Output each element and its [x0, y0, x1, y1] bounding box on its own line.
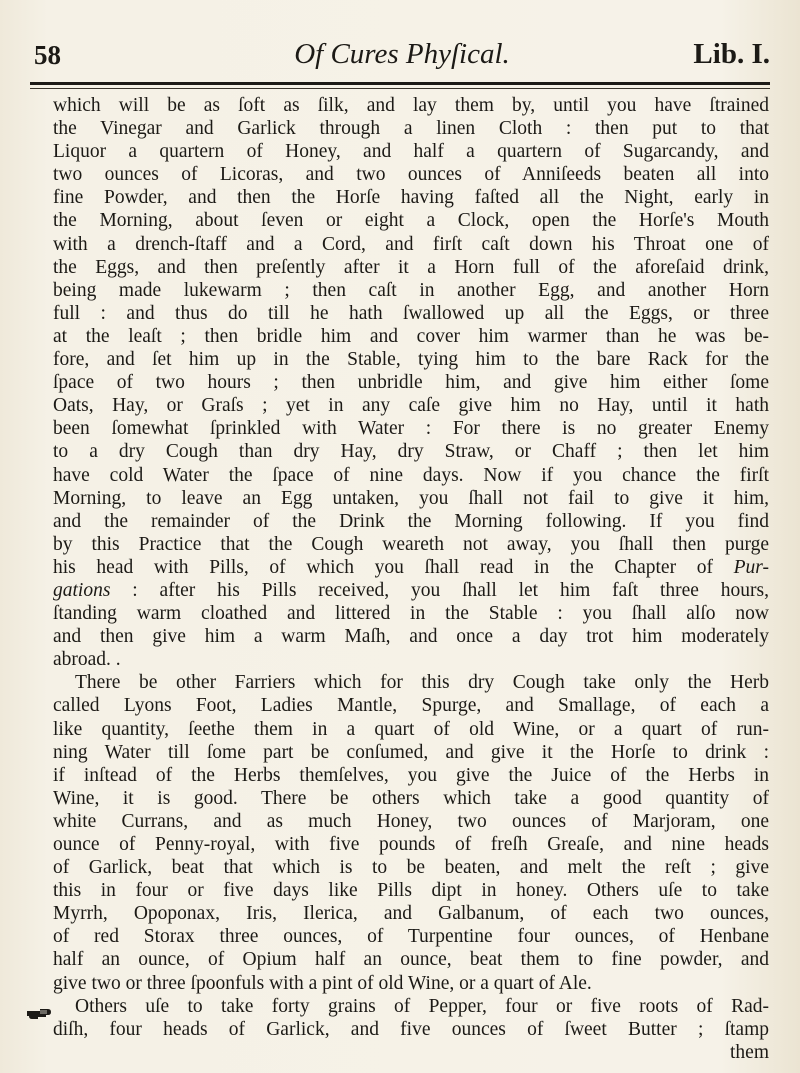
paragraph-end-line: give two or three ſpoonfuls with a pint of old Wine, or a quart of Ale.	[53, 972, 592, 994]
text-line: which will be as ſoft as ſilk, and lay them by, until you have ſtrained	[53, 95, 769, 116]
text-line: ning Water till ſome part be conſumed, and give it the Horſe to drink :	[53, 741, 769, 763]
text-line-segment: his head with Pills, of which you ſhall read in the Chapter of	[53, 556, 713, 578]
text-line: of Garlick, beat that which is to be beaten, and melt the reſt ; give	[53, 857, 769, 879]
running-title: Of Cures Phyſical.	[294, 38, 510, 70]
text-line: the Vinegar and Garlick through a linen Cloth : then put to that	[53, 118, 769, 140]
paragraph-end-line: abroad. .	[53, 649, 121, 671]
text-line: ſpace of two hours ; then unbridle him, and give him either ſome	[53, 372, 769, 394]
text-line: fine Powder, and then the Horſe having faſted all the Night, early in	[53, 187, 769, 209]
paragraph-start-line: There be other Farriers which for this dry Cough take only the Herb	[75, 672, 769, 694]
text-line: the Eggs, and then preſently after it a Horn full of the aforeſaid drink,	[53, 256, 769, 278]
text-line: the Morning, about ſeven or eight a Clock, open the Horſe's Mouth	[53, 210, 769, 232]
page-header	[34, 36, 770, 80]
italic-term-start: Pur-	[733, 556, 769, 578]
text-line: two ounces of Licoras, and two ounces of Anniſeeds beaten all into	[53, 164, 769, 186]
text-line: Liquor a quartern of Honey, and half a quartern of Sugarcandy, and	[53, 141, 769, 163]
paragraph-start-line: Others uſe to take forty grains of Pepper, four or five roots of Rad-	[75, 995, 769, 1017]
text-line: Wine, it is good. There be others which take a good quantity of	[53, 787, 769, 809]
italic-term-end: gations	[53, 579, 111, 601]
text-line: and then give him a warm Maſh, and once a day trot him moderately	[53, 626, 769, 648]
text-line: full : and thus do till he hath ſwallowed up all the Eggs, or three	[53, 302, 769, 324]
text-line: at the leaſt ; then bridle him and cover him warmer than he was be-	[53, 325, 769, 347]
text-line: being made lukewarm ; then caſt in another Egg, and another Horn	[53, 279, 769, 301]
manicule-icon	[26, 1004, 52, 1022]
text-line: called Lyons Foot, Ladies Mantle, Spurge, and Smallage, of each a	[53, 695, 769, 717]
text-line: diſh, four heads of Garlick, and five ounces of ſweet Butter ; ſtamp	[53, 1018, 769, 1040]
text-line: with a drench-ſtaff and a Cord, and firſt caſt down his Throat one of	[53, 233, 769, 255]
text-line: of red Storax three ounces, of Turpentine four ounces, of Henbane	[53, 926, 769, 948]
text-line: have cold Water the ſpace of nine days. Now if you chance the firſt	[53, 464, 769, 486]
catchword: them	[730, 1041, 769, 1063]
text-line: if inſtead of the Herbs themſelves, you give the Juice of the Herbs in	[53, 764, 769, 786]
text-line: like quantity, ſeethe them in a quart of old Wine, or a quart of run-	[53, 718, 769, 740]
text-line: Oats, Hay, or Graſs ; yet in any caſe give him no Hay, until it hath	[53, 395, 769, 417]
header-rule	[30, 82, 770, 85]
text-line: Myrrh, Opoponax, Iris, Ilerica, and Galbanum, of each two ounces,	[53, 903, 769, 925]
text-line: fore, and ſet him up in the Stable, tying him to the bare Rack for the	[53, 349, 769, 371]
body-text	[53, 94, 769, 1064]
text-line: been ſomewhat ſprinkled with Water : For there is no greater Enemy	[53, 418, 769, 440]
text-line: to a dry Cough than dry Hay, dry Straw, or Chaff ; then let him	[53, 441, 769, 463]
book-reference: Lib. I.	[693, 38, 770, 70]
text-line: white Currans, and as much Honey, two ounces of Marjoram, one	[53, 810, 769, 832]
text-line-with-italic	[53, 579, 769, 602]
text-line: and the remainder of the Drink the Morning following. If you find	[53, 510, 769, 532]
text-line-segment: : after his Pills received, you ſhall let him faſt three hours,	[110, 579, 769, 601]
text-line: this in four or five days like Pills dipt in honey. Others uſe to take	[53, 880, 769, 902]
text-line: half an ounce, of Opium half an ounce, beat them to fine powder, and	[53, 949, 769, 971]
text-line-with-italic	[53, 556, 769, 579]
header-rule-thin	[30, 88, 770, 89]
page-number: 58	[34, 40, 61, 70]
text-line: ſtanding warm cloathed and littered in the Stable : you ſhall alſo now	[53, 603, 769, 625]
text-line: by this Practice that the Cough weareth not away, you ſhall then purge	[53, 533, 769, 555]
text-line: ounce of Penny-royal, with five pounds of freſh Greaſe, and nine heads	[53, 834, 769, 855]
text-line: Morning, to leave an Egg untaken, you ſhall not fail to give it him,	[53, 487, 769, 509]
